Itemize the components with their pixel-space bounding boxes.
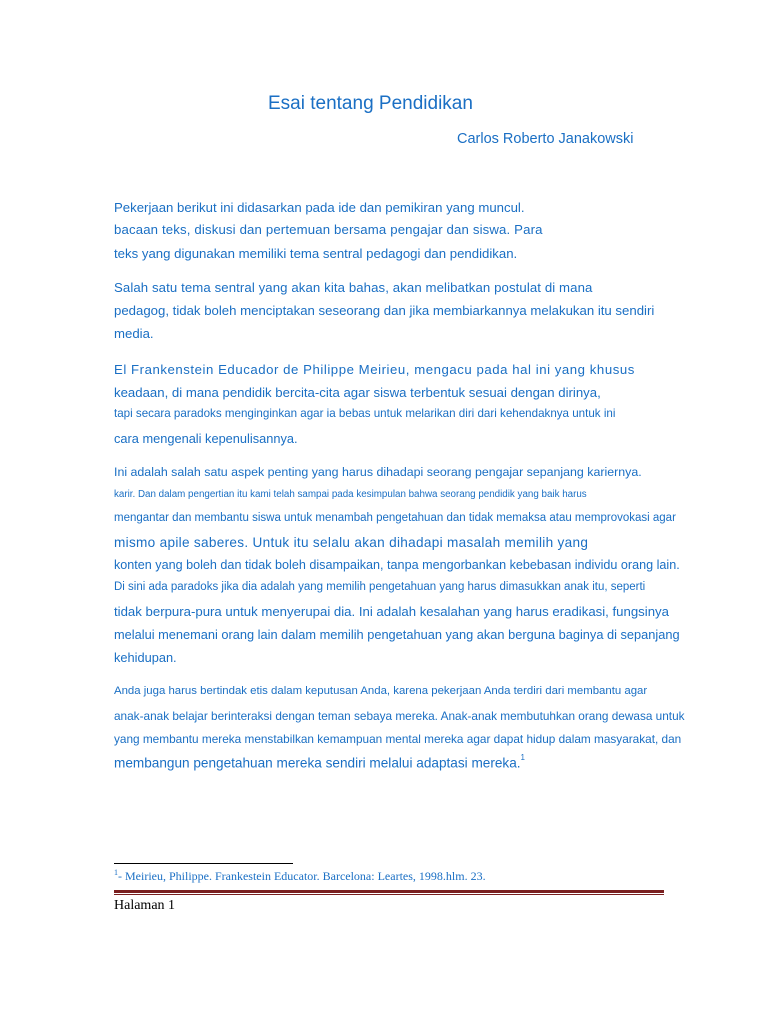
body-line [114,755,525,771]
body-line: yang membantu mereka menstabilkan kemampuan mental mereka agar dapat hidup dalam masyarakat, dan [114,732,682,746]
body-line: keadaan, di mana pendidik bercita-cita agar siswa terbentuk sesuai dengan dirinya, [114,385,601,400]
body-line: media. [114,326,154,341]
body-line: melalui menemani orang lain dalam memilih pengetahuan yang akan berguna baginya di sepanjang [114,627,680,642]
body-line: cara mengenali kepenulisannya. [114,431,298,446]
body-line: pedagog, tidak boleh menciptakan seseorang dan jika membiarkannya melakukan itu sendiri [114,303,655,318]
document-author: Carlos Roberto Janakowski [457,131,634,147]
body-line: bacaan teks, diskusi dan pertemuan bersama pengajar dan siswa. Para [114,222,543,237]
body-line: Anda juga harus bertindak etis dalam keputusan Anda, karena pekerjaan Anda terdiri dari membantu agar [114,685,648,697]
body-line: tapi secara paradoks menginginkan agar ia bebas untuk melarikan diri dari kehendaknya untuk ini [114,407,616,420]
body-line: tidak berpura-pura untuk menyerupai dia. Ini adalah kesalahan yang harus eradikasi, fungsinya [114,604,669,619]
body-line: Ini adalah salah satu aspek penting yang harus dihadapi seorang pengajar sepanjang kariernya. [114,465,642,479]
footer-divider [114,890,664,893]
footnote-text: - Meirieu, Philippe. Frankestein Educator. Barcelona: Leartes, 1998.hlm. 23. [118,869,486,883]
body-line: karir. Dan dalam pengertian itu kami telah sampai pada kesimpulan bahwa seorang pendidik yang baik harus [114,489,587,500]
body-line: Di sini ada paradoks jika dia adalah yang memilih pengetahuan yang harus dimasukkan anak itu, seperti [114,581,646,593]
body-line-text: membangun pengetahuan mereka sendiri melalui adaptasi mereka. [114,755,521,771]
body-line: El Frankenstein Educador de Philippe Meirieu, mengacu pada hal ini yang khusus [114,362,635,377]
page-number: Halaman 1 [114,898,176,913]
body-line: kehidupan. [114,650,177,665]
document-title: Esai tentang Pendidikan [268,93,473,114]
body-line: Pekerjaan berikut ini didasarkan pada ide dan pemikiran yang muncul. [114,200,525,215]
footnote-reference[interactable]: 1 [520,753,525,762]
body-line: Salah satu tema sentral yang akan kita bahas, akan melibatkan postulat di mana [114,280,593,295]
body-line: teks yang digunakan memiliki tema sentral pedagogi dan pendidikan. [114,246,518,261]
footnote [114,868,486,884]
footer-divider-thin [114,894,664,895]
body-line: mismo apile saberes. Untuk itu selalu akan dihadapi masalah memilih yang [114,535,589,550]
footnote-separator [114,863,293,864]
footnote-number: 1 [114,868,118,877]
body-line: anak-anak belajar berinteraksi dengan teman sebaya mereka. Anak-anak membutuhkan orang dewasa untuk [114,709,685,723]
body-line: mengantar dan membantu siswa untuk menambah pengetahuan dan tidak memaksa atau memprovokasi agar [114,512,676,524]
body-line: konten yang boleh dan tidak boleh disampaikan, tanpa mengorbankan kebebasan individu orang lain. [114,558,680,572]
